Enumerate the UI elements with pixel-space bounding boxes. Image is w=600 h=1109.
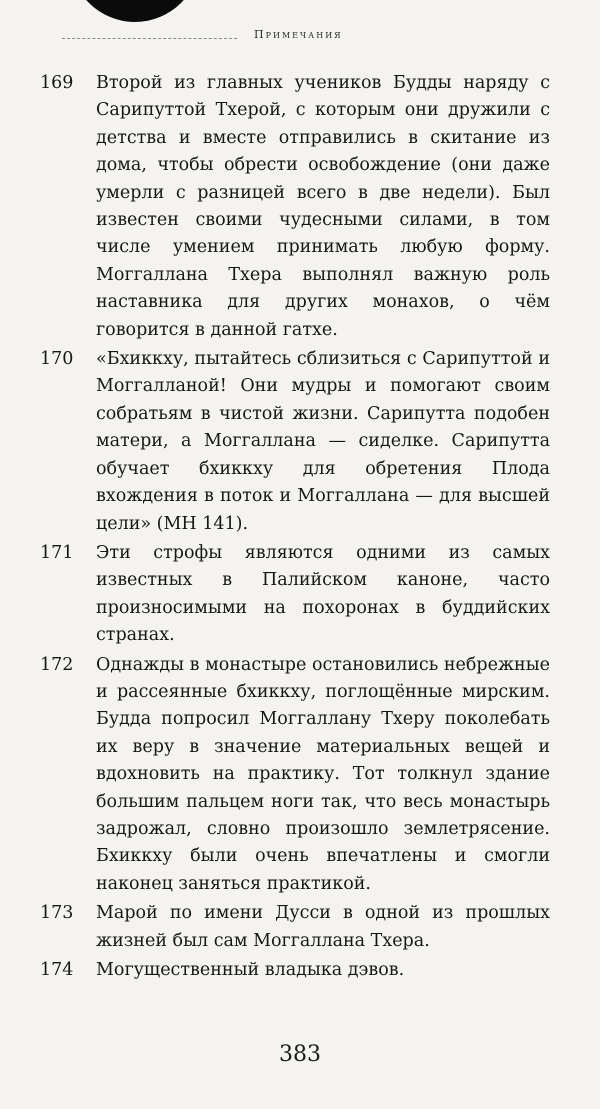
- endnote-171: [0, 540, 600, 650]
- endnote-number: 173: [40, 903, 74, 924]
- endnote-number: 169: [40, 73, 74, 93]
- endnote-172: [0, 652, 600, 899]
- endnote-number: 174: [40, 960, 74, 980]
- endnote-text: Марой по имени Дусси в одной из прошлых жизней был сам Моггаллана Тхера.: [96, 903, 550, 951]
- page-number: 383: [279, 1042, 321, 1067]
- running-header-title: Примечания: [254, 28, 343, 41]
- endnote-text: «Бхиккху, пытайтесь сблизиться с Сарипуттой и Моггаллaной! Они мудры и помогают своим собратьям в чистой жизни. Сарипутта подобен матери, а Моггаллана — сиделке. Сарипутта обучает бхиккху для обретения Плода вхождения в поток и Моггаллана — для высшей цели» (MН 141).: [96, 349, 550, 534]
- endnote-170: [0, 346, 600, 538]
- endnote-text: Могущественный владыка дэвов.: [96, 960, 405, 980]
- endnote-number: 170: [40, 349, 74, 370]
- endnote-174: [0, 957, 600, 984]
- scan-dark-blot: [70, 0, 200, 22]
- endnote-173: [0, 900, 600, 955]
- endnote-169: [0, 70, 600, 344]
- running-header-rule: [62, 38, 237, 39]
- endnote-number: 172: [40, 654, 74, 675]
- endnote-number: 171: [40, 542, 74, 563]
- endnote-text: Эти строфы являются одними из самых известных в Палийском каноне, часто произносимыми на похоронах в буддийских странах.: [96, 542, 550, 646]
- endnote-text: Однажды в монастыре остановились небрежные и рассеянные бхиккху, поглощённые мирским. Будда попросил Моггаллану Тхеру поколебать их веру в значение материальных вещей и вдохновить на практику. Тот толкнул здание большим пальцем ноги так, что весь монастырь задрожал, словно произошло землетрясение. Бхиккху были очень впечатлены и смогли наконец заняться практикой.: [96, 654, 550, 894]
- endnote-text: Второй из главных учеников Будды наряду с Сарипуттой Тхерой, с которым они дружили с детства и вместе отправились в скитание из дома, чтобы обрести освобождение (они даже умерли с разницей всего в две недели). Был известен своими чудесными силами, в том числе умением принимать любую форму. Моггаллана Тхера выполнял важную роль наставника для других монахов, о чём говорится в данной гатхе.: [96, 73, 550, 340]
- endnotes-list: [0, 70, 600, 986]
